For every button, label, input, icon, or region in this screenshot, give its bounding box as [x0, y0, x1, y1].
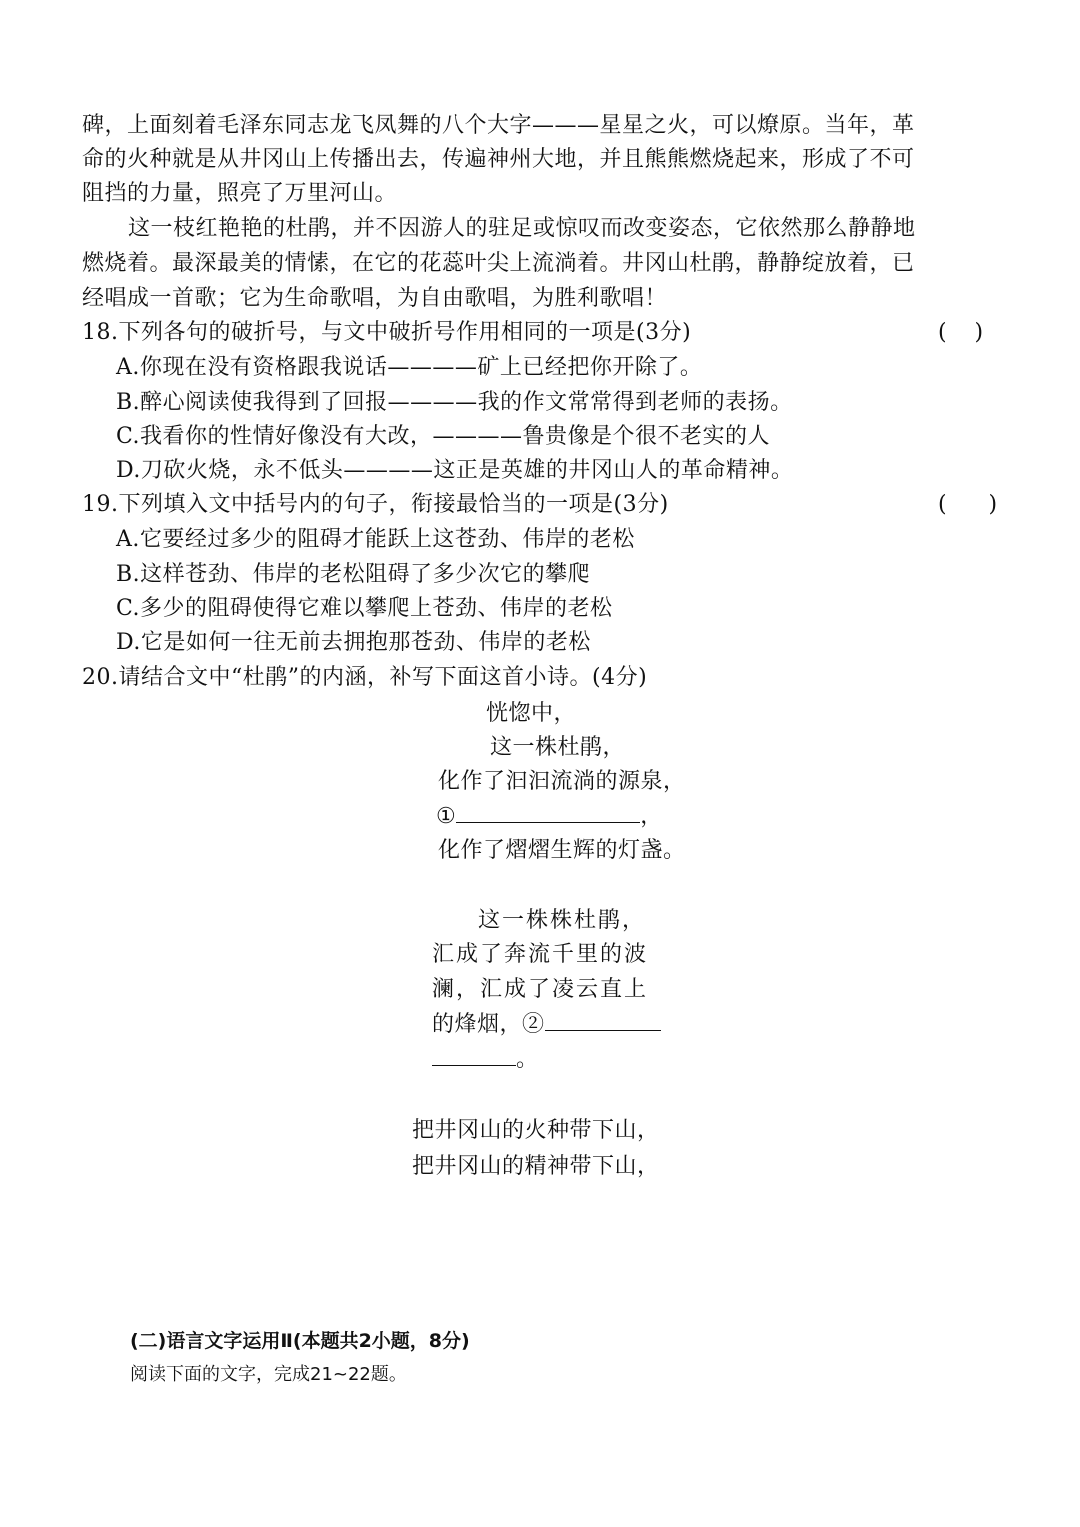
poem-line: 化作了汩汩流淌的源泉，: [438, 769, 686, 794]
question-18-stem: 18.下列各句的破折号，与文中破折号作用相同的一项是(3分): [82, 320, 692, 345]
poem-punctuation: ，: [640, 804, 663, 829]
poem-line: 这一株株杜鹃，: [478, 908, 647, 933]
poem-line: 这一株杜鹃，: [490, 735, 626, 760]
poem-line-blank-2: [432, 1008, 661, 1042]
option-a: A.你现在没有资格跟我说话————矿上已经把你开除了。: [116, 355, 703, 380]
question-20-stem: 20.请结合文中“杜鹃”的内涵，补写下面这首小诗。(4分): [82, 665, 648, 690]
answer-paren-19: ( ): [938, 492, 998, 517]
answer-blank-2[interactable]: [545, 1008, 661, 1031]
section-instruction: 阅读下面的文字，完成21~22题。: [130, 1364, 407, 1385]
poem-line: 把井冈山的精神带下山，: [412, 1154, 660, 1179]
answer-blank-1[interactable]: [456, 800, 640, 823]
option-b: B.这样苍劲、伟岸的老松阻碍了多少次它的攀爬: [116, 562, 591, 587]
poem-line: 汇成了奔流千里的波: [432, 942, 649, 967]
poem-text: 的烽烟，: [432, 1012, 523, 1037]
poem-line: 澜，汇成了凌云直上: [432, 977, 649, 1002]
poem-line: 化作了熠熠生辉的灯盏。: [438, 838, 686, 863]
question-19-stem: 19.下列填入文中括号内的句子，衔接最恰当的一项是(3分): [82, 492, 669, 517]
answer-paren-18: ( ): [938, 320, 984, 345]
option-d: D.它是如何一往无前去拥抱那苍劲、伟岸的老松: [116, 630, 591, 655]
poem-line-blank-2-cont: [432, 1043, 539, 1077]
answer-blank-2-continued[interactable]: [432, 1043, 516, 1066]
option-c: C.多少的阻碍使得它难以攀爬上苍劲、伟岸的老松: [116, 596, 613, 621]
poem-line-blank-1: [436, 800, 663, 834]
blank-marker-2: ②: [522, 1012, 545, 1037]
option-c: C.我看你的性情好像没有大改，————鲁贵像是个很不老实的人: [116, 424, 771, 449]
poem-punctuation: 。: [516, 1047, 539, 1072]
poem-line: 恍惚中，: [486, 701, 577, 726]
passage-line: 命的火种就是从井冈山上传播出去，传遍神州大地，并且熊熊燃烧起来，形成了不可: [82, 147, 915, 172]
passage-line: 燃烧着。最深最美的情愫，在它的花蕊叶尖上流淌着。井冈山杜鹃，静静绽放着，已: [82, 251, 915, 276]
passage-line: 阻挡的力量，照亮了万里河山。: [82, 181, 398, 206]
option-b: B.醉心阅读使我得到了回报————我的作文常常得到老师的表扬。: [116, 390, 793, 415]
passage-line: 碑，上面刻着毛泽东同志龙飞凤舞的八个大字———星星之火，可以燎原。当年，革: [82, 113, 915, 138]
passage-line: 经唱成一首歌；它为生命歌唱，为自由歌唱，为胜利歌唱！: [82, 286, 668, 311]
option-a: A.它要经过多少的阻碍才能跃上这苍劲、伟岸的老松: [116, 527, 635, 552]
poem-line: 把井冈山的火种带下山，: [412, 1118, 660, 1143]
passage-line: 这一枝红艳艳的杜鹃，并不因游人的驻足或惊叹而改变姿态，它依然那么静静地: [128, 216, 916, 241]
option-d: D.刀砍火烧，永不低头————这正是英雄的井冈山人的革命精神。: [116, 458, 794, 483]
blank-marker-1: ①: [436, 804, 457, 829]
section-heading: (二)语言文字运用Ⅱ(本题共2小题，8分): [130, 1330, 470, 1352]
